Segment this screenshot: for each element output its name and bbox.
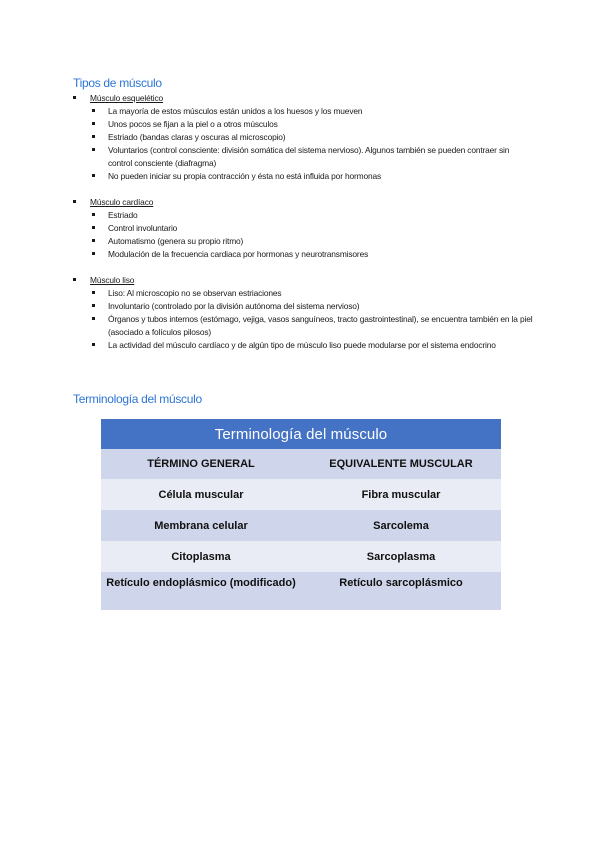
table-cell: Retículo sarcoplásmico xyxy=(339,577,463,589)
list-item-text: Involuntario (controlado por la división autónoma del sistema nervioso) xyxy=(108,301,360,311)
list-item xyxy=(73,300,533,313)
bullet-icon xyxy=(92,252,95,255)
list-item-text: Control involuntario xyxy=(108,223,178,233)
table-cell: Citoplasma xyxy=(171,550,231,563)
list-item xyxy=(73,209,533,222)
bullet-icon xyxy=(92,239,95,242)
list-item-text: Unos pocos se fijan a la piel o a otros músculos xyxy=(108,119,278,129)
list-item xyxy=(73,339,533,352)
list-item-text: La actividad del músculo cardíaco y de algún tipo de músculo liso puede modularse por el sistema endocrino xyxy=(108,340,496,350)
bullet-icon xyxy=(73,200,76,203)
list-item xyxy=(73,248,533,261)
list-item xyxy=(73,313,533,339)
table-cell: Retículo endoplásmico (modificado) xyxy=(106,577,296,589)
bullet-icon xyxy=(92,213,95,216)
list-item xyxy=(73,222,533,235)
table-header-cell: TÉRMINO GENERAL xyxy=(147,458,255,470)
table-title: Terminología del músculo xyxy=(101,419,501,449)
list-heading-item xyxy=(73,92,533,105)
table-cell: Sarcoplasma xyxy=(366,550,436,563)
list-item-text: Estriado (bandas claras y oscuras al microscopio) xyxy=(108,132,286,142)
list-group xyxy=(73,196,533,261)
list-item xyxy=(73,105,533,118)
list-item xyxy=(73,287,533,300)
list-heading: Músculo cardíaco xyxy=(90,197,154,207)
list-group xyxy=(73,92,533,183)
list-group xyxy=(73,274,533,352)
list-item xyxy=(73,170,533,183)
muscle-types-list xyxy=(73,92,533,365)
list-item xyxy=(73,118,533,131)
table-row xyxy=(101,541,501,572)
list-heading: Músculo esquelético xyxy=(90,93,164,103)
list-heading-item xyxy=(73,196,533,209)
list-item-text: Modulación de la frecuencia cardiaca por hormonas y neurotransmisores xyxy=(108,249,369,259)
table-row xyxy=(101,510,501,541)
table-row xyxy=(101,572,501,610)
table-cell: Fibra muscular xyxy=(361,488,441,501)
bullet-icon xyxy=(92,122,95,125)
list-item xyxy=(73,131,533,144)
table-cell: Membrana celular xyxy=(154,519,248,532)
bullet-icon xyxy=(92,174,95,177)
table-row xyxy=(101,479,501,510)
bullet-icon xyxy=(92,317,95,320)
list-item-text: Automatismo (genera su propio ritmo) xyxy=(108,236,244,246)
list-heading: Músculo liso xyxy=(90,275,135,285)
list-item-text: Voluntarios (control consciente: división somática del sistema nervioso). Algunos también se pueden contraer sin control consciente (diafragma) xyxy=(108,145,510,168)
bullet-icon xyxy=(73,96,76,99)
list-item xyxy=(73,235,533,248)
list-item-text: Liso: Al microscopio no se observan estriaciones xyxy=(108,288,282,298)
bullet-icon xyxy=(73,278,76,281)
list-item-text: La mayoría de estos músculos están unidos a los huesos y los mueven xyxy=(108,106,363,116)
bullet-icon xyxy=(92,304,95,307)
bullet-icon xyxy=(92,291,95,294)
terminology-table xyxy=(101,419,501,610)
bullet-icon xyxy=(92,109,95,112)
list-heading-item xyxy=(73,274,533,287)
bullet-icon xyxy=(92,148,95,151)
table-header-cell: EQUIVALENTE MUSCULAR xyxy=(329,458,473,470)
bullet-icon xyxy=(92,343,95,346)
table-cell: Sarcolema xyxy=(373,519,429,532)
list-item-text: Órganos y tubos internos (estómago, vejiga, vasos sanguíneos, tracto gastrointestinal), se encuentra también en la piel (asociado a folículos pilosos) xyxy=(108,314,533,337)
bullet-icon xyxy=(92,226,95,229)
section-title-terminologia: Terminología del músculo xyxy=(73,392,202,406)
table-cell: Célula muscular xyxy=(158,488,244,501)
section-title-tipos: Tipos de músculo xyxy=(73,76,162,90)
table-header-row xyxy=(101,449,501,479)
list-item xyxy=(73,144,533,170)
list-item-text: Estriado xyxy=(108,210,138,220)
bullet-icon xyxy=(92,135,95,138)
list-item-text: No pueden iniciar su propia contracción y ésta no está influida por hormonas xyxy=(108,171,382,181)
